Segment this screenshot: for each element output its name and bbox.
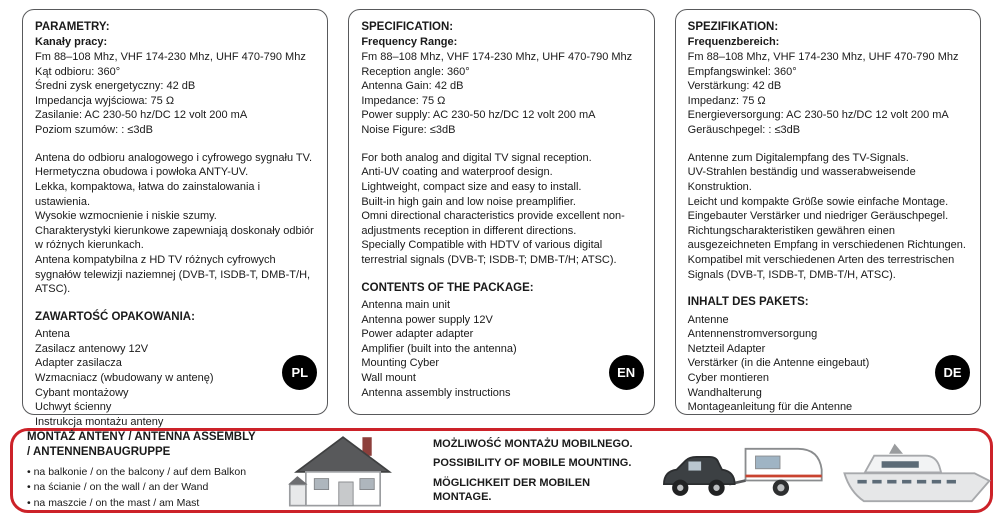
spec-panel-de	[675, 9, 981, 415]
assembly-title	[27, 430, 279, 460]
description-line: Antena kompatybilna z HD TV różnych cyfrowych sygnałów telewizji naziemnej (DVB-T, ISDB-T, DMB-T/H, ATSC).	[35, 254, 311, 296]
package-item: Antenna power supply 12V	[361, 313, 493, 326]
language-badge-de: DE	[935, 355, 970, 390]
package-list	[361, 298, 641, 400]
spec-line: Impedanz: 75 Ω	[687, 94, 766, 107]
spec-line: Impedancja wyjściowa: 75 Ω	[35, 94, 175, 107]
package-item: Antennenstromversorgung	[687, 328, 818, 341]
language-badge-en: EN	[609, 355, 644, 390]
package-item: Power adapter adapter	[361, 328, 474, 341]
spec-line: Geräuschpegel: : ≤3dB	[687, 124, 801, 137]
package-item: Wandhalterung	[687, 386, 762, 399]
description-line: Anti-UV coating and waterproof design.	[361, 166, 553, 179]
package-item: Instrukcja montażu anteny	[35, 415, 164, 428]
spec-line: Fm 88–108 Mhz, VHF 174-230 Mhz, UHF 470-790 Mhz	[687, 50, 959, 63]
description-line: Antenne zum Digitalempfang des TV-Signals.	[687, 151, 909, 164]
yacht-illustration	[837, 436, 995, 506]
description	[35, 151, 315, 297]
package-item: Antena	[35, 328, 70, 341]
assembly-location: • na ścianie / on the wall / an der Wand	[27, 480, 279, 495]
panel-title: SPEZIFIKATION:	[687, 21, 779, 33]
package-title: ZAWARTOŚĆ OPAKOWANIA:	[35, 310, 195, 323]
description-line: Richtungscharakteristiken gewähren einen ausgezeichneten Empfang in verschiedenen Richtungen.	[687, 224, 966, 252]
description-line: For both analog and digital TV signal reception.	[361, 151, 592, 164]
assembly-locations	[27, 465, 279, 511]
description-line: Lekka, kompaktowa, łatwa do zainstalowania i ustawienia.	[35, 180, 261, 208]
spec-line: Poziom szumów: : ≤3dB	[35, 124, 153, 137]
spec-line: Power supply: AC 230-50 hz/DC 12 volt 200 mA	[361, 109, 596, 122]
spec-line: Energieversorgung: AC 230-50 hz/DC 12 volt 200 mA	[687, 109, 949, 122]
package-item: Mounting Cyber	[361, 357, 439, 370]
panel-title: PARAMETRY:	[35, 21, 110, 33]
description-line: Eingebauter Verstärker und niedriger Geräuschpegel.	[687, 210, 949, 223]
description-line: Leicht und kompakte Größe sowie einfache Montage.	[687, 195, 949, 208]
package-item: Zasilacz antenowy 12V	[35, 342, 149, 355]
panel-title: SPECIFICATION:	[361, 21, 454, 33]
description-line: Specially Compatible with HDTV of various digital terrestrial signals (DVB-T; ISDB-T; DMB-T/H; ATSC).	[361, 239, 617, 267]
package-item: Antenne	[687, 313, 729, 326]
language-panels	[22, 9, 981, 428]
language-badge-pl: PL	[282, 355, 317, 390]
spec-line: Fm 88–108 Mhz, VHF 174-230 Mhz, UHF 470-790 Mhz	[35, 50, 306, 63]
description-line: Kompatibel mit verschiedenen Arten des terrestrischen Signals (DVB-T, ISDB-T, DMB-T/H, ATSC).	[687, 254, 955, 281]
package-item: Netzteil Adapter	[687, 342, 766, 355]
spec-list	[361, 35, 641, 137]
package-item: Antenna assembly instructions	[361, 386, 511, 399]
assembly-location: • na balkonie / on the balcony / auf dem Balkon	[27, 465, 279, 480]
assembly-title-line: / ANTENNENBAUGRUPPE	[27, 446, 171, 459]
package-item: Cybant montażowy	[35, 386, 129, 399]
description	[361, 151, 641, 268]
description-line: Built-in high gain and low noise preamplifier.	[361, 195, 576, 208]
spec-line: Zasilanie: AC 230-50 hz/DC 12 volt 200 mA	[35, 109, 248, 122]
description-line: Omni directional characteristics provide excellent non-adjustments reception in different directions.	[361, 210, 625, 237]
spec-line: Reception angle: 360°	[361, 65, 470, 78]
spec-list	[35, 35, 315, 137]
mobile-mounting-line: MOŻLIWOŚĆ MONTAŻU MOBILNEGO.	[433, 437, 633, 450]
mobile-mounting-text	[433, 432, 645, 509]
mobile-mounting-line: MÖGLICHKEIT DER MOBILEN MONTAGE.	[433, 476, 591, 503]
car-caravan-illustration	[653, 437, 829, 505]
package-item: Antenna main unit	[361, 298, 450, 311]
description-line: Antena do odbioru analogowego i cyfrowego sygnału TV.	[35, 151, 313, 164]
spec-line: Verstärkung: 42 dB	[687, 80, 782, 93]
spec-line: Średni zysk energetyczny: 42 dB	[35, 80, 196, 93]
spec-panel-pl	[22, 9, 328, 428]
spec-line: Fm 88–108 Mhz, VHF 174-230 Mhz, UHF 470-790 Mhz	[361, 50, 633, 63]
package-list	[688, 313, 968, 415]
spec-line: Frequency Range:	[361, 36, 458, 49]
spec-line: Noise Figure: ≤3dB	[361, 124, 456, 137]
spec-line: Kąt odbioru: 360°	[35, 65, 121, 78]
spec-line: Empfangswinkel: 360°	[687, 65, 797, 78]
package-title: CONTENTS OF THE PACKAGE:	[361, 281, 534, 294]
package-item: Verstärker (in die Antenne eingebaut)	[687, 357, 870, 370]
package-list	[35, 327, 315, 429]
package-item: Cyber montieren	[687, 372, 769, 385]
spec-panel-en	[348, 9, 654, 415]
house-illustration	[287, 433, 399, 509]
spec-list	[688, 35, 968, 137]
package-item: Uchwyt ścienny	[35, 401, 112, 414]
spec-line: Frequenzbereich:	[687, 36, 780, 49]
description	[688, 151, 968, 283]
package-item: Wzmacniacz (wbudowany w antenę)	[35, 372, 214, 385]
description-line: Charakterystyki kierunkowe zapewniają doskonały odbiór w różnych kierunkach.	[35, 224, 314, 252]
package-item: Montageanleitung für die Antenne	[687, 401, 853, 414]
assembly-info	[27, 430, 279, 511]
assembly-location: • na maszcie / on the mast / am Mast	[27, 496, 279, 511]
package-item: Adapter zasilacza	[35, 357, 122, 370]
package-title: INHALT DES PAKETS:	[687, 296, 809, 309]
spec-line: Impedance: 75 Ω	[361, 94, 446, 107]
assembly-title-line: MONTAŻ ANTENY / ANTENNA ASSEMBLY	[27, 431, 256, 444]
spec-line: Antenna Gain: 42 dB	[361, 80, 464, 93]
spec-line: Kanały pracy:	[35, 36, 108, 49]
description-line: Wysokie wzmocnienie i niskie szumy.	[35, 210, 217, 223]
description-line: Lightweight, compact size and easy to install.	[361, 180, 582, 193]
mounting-section	[10, 428, 993, 513]
mobile-mounting-line: POSSIBILITY OF MOBILE MOUNTING.	[433, 457, 632, 470]
package-item: Wall mount	[361, 372, 416, 385]
description-line: UV-Strahlen beständig und wasserabweisende Konstruktion.	[687, 166, 916, 193]
description-line: Hermetyczna obudowa i powłoka ANTY-UV.	[35, 166, 249, 179]
package-item: Amplifier (built into the antenna)	[361, 342, 517, 355]
